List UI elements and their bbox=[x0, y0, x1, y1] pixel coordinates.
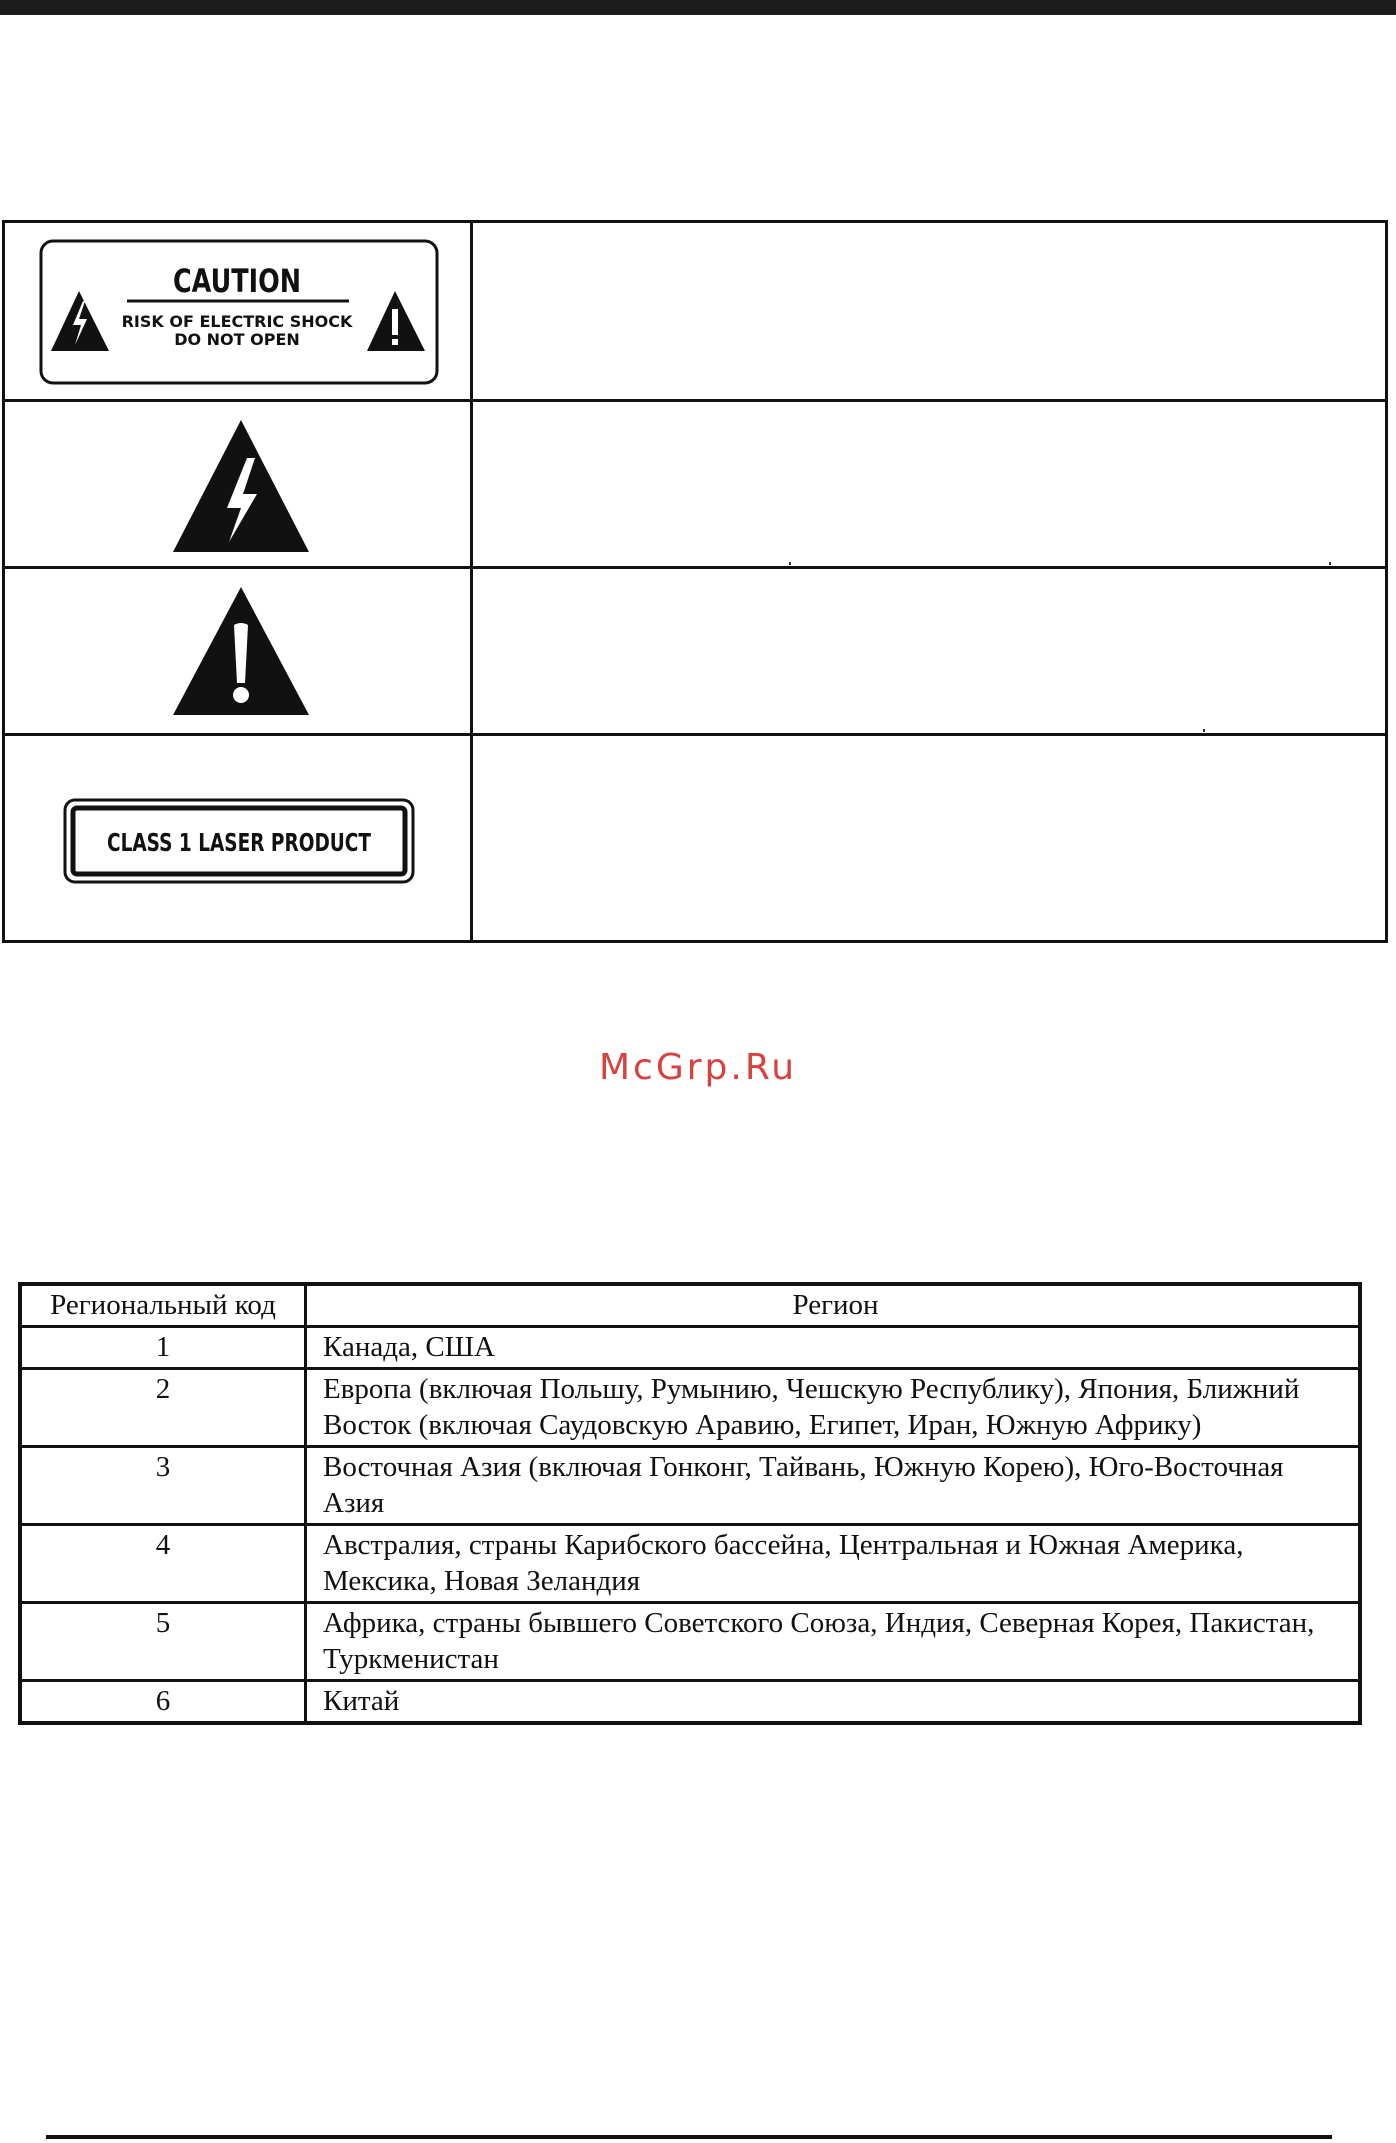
region-code-cell: 4 bbox=[20, 1525, 306, 1603]
top-bar bbox=[0, 0, 1396, 15]
region-name-cell: Африка, страны бывшего Советского Союза, Индия, Северная Корея, Пакистан, Туркменистан bbox=[306, 1603, 1361, 1681]
lightning-triangle-icon bbox=[171, 416, 311, 556]
bottom-rule bbox=[46, 2135, 1332, 2139]
table-header-row bbox=[20, 1284, 1360, 1327]
region-code-cell: 5 bbox=[20, 1603, 306, 1681]
symbol-icon-cell bbox=[5, 402, 473, 566]
symbol-description-cell bbox=[473, 402, 1385, 566]
caution-line-1: RISK OF ELECTRIC SHOCK bbox=[121, 312, 353, 331]
symbol-row-caution bbox=[5, 223, 1385, 402]
table-row bbox=[20, 1525, 1360, 1603]
laser-product-label bbox=[63, 798, 415, 884]
region-code-cell: 3 bbox=[20, 1447, 306, 1525]
header-region: Регион bbox=[306, 1284, 1361, 1327]
symbol-row-laser bbox=[5, 736, 1385, 940]
table-row bbox=[20, 1447, 1360, 1525]
exclamation-triangle-icon bbox=[171, 583, 311, 719]
region-code-table bbox=[18, 1282, 1362, 1725]
safety-symbols-table bbox=[2, 220, 1388, 943]
table-row bbox=[20, 1603, 1360, 1681]
symbol-icon-cell bbox=[5, 569, 473, 733]
symbol-row-exclamation bbox=[5, 569, 1385, 736]
symbol-description-cell bbox=[473, 223, 1385, 399]
region-name-cell: Австралия, страны Карибского бассейна, Центральная и Южная Америка, Мексика, Новая Зеландия bbox=[306, 1525, 1361, 1603]
table-row bbox=[20, 1681, 1360, 1724]
region-name-cell: Восточная Азия (включая Гонконг, Тайвань, Южную Корею), Юго-Восточная Азия bbox=[306, 1447, 1361, 1525]
watermark: McGrp.Ru bbox=[598, 1047, 798, 1088]
symbol-description-cell bbox=[473, 569, 1385, 733]
symbol-icon-cell bbox=[5, 223, 473, 399]
caution-line-2: DO NOT OPEN bbox=[174, 330, 300, 349]
table-row bbox=[20, 1369, 1360, 1447]
caution-title: CAUTION bbox=[173, 262, 301, 300]
table-row bbox=[20, 1327, 1360, 1369]
region-name-cell: Европа (включая Польшу, Румынию, Чешскую Республику), Япония, Ближний Восток (включая Саудовскую Аравию, Египет, Иран, Южную Африку) bbox=[306, 1369, 1361, 1447]
region-code-cell: 2 bbox=[20, 1369, 306, 1447]
symbol-description-cell bbox=[473, 736, 1385, 940]
caution-label bbox=[39, 239, 439, 385]
symbol-icon-cell bbox=[5, 736, 473, 940]
region-code-cell: 6 bbox=[20, 1681, 306, 1724]
header-region-code: Региональный код bbox=[20, 1284, 306, 1327]
region-name-cell: Канада, США bbox=[306, 1327, 1361, 1369]
symbol-row-lightning bbox=[5, 402, 1385, 569]
region-name-cell: Китай bbox=[306, 1681, 1361, 1724]
region-code-cell: 1 bbox=[20, 1327, 306, 1369]
laser-label-text: CLASS 1 LASER PRODUCT bbox=[107, 828, 371, 857]
